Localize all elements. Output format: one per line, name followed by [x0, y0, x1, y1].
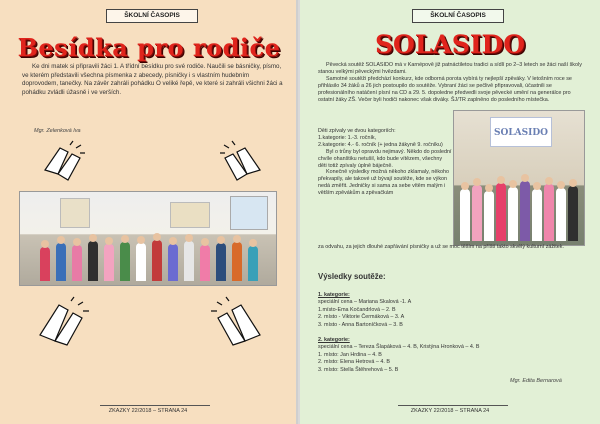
category-heading: 1. kategorie:	[318, 292, 350, 298]
result-line: 1. místo: Jan Hrdina – 4. B	[318, 351, 382, 358]
left-footer: ZKAZKY 22/2018 – STRANA 24	[108, 408, 188, 414]
left-intro	[22, 63, 284, 97]
category-1	[318, 292, 578, 329]
results-title: Výsledky soutěže:	[318, 272, 386, 281]
col-paragraph: Konečně výsledky možná někoho zklamaly, někoho překvapily, ale takové už bývají soutěže, kde se výkon nedá změřit. Jedničky si sama za sebe vítěm malým i větším zpěvákům a zpěvačkám	[318, 169, 450, 197]
right-title: SOLASIDO	[374, 30, 525, 59]
result-line: 1.místo-Ema Kočandrlová – 2. B	[318, 306, 396, 313]
category-2	[318, 337, 578, 374]
col-line: Děti zpívaly ve dvou kategoriích:	[318, 128, 396, 134]
clapping-hands-icon	[205, 295, 265, 347]
clapping-hands-icon	[215, 140, 265, 188]
right-page	[300, 0, 600, 424]
right-intro	[318, 62, 584, 103]
right-footer: ZKAZKY 22/2018 – STRANA 24	[410, 408, 490, 414]
right-footer-line	[398, 405, 508, 406]
result-line: speciální cena – Mariana Skalová -1. A	[318, 299, 412, 306]
left-footer-line	[100, 405, 210, 406]
clapping-hands-icon	[40, 140, 90, 188]
col-line: 2.kategorie: 4.- 6. ročník (+ jedna žákyně 9. ročníku)	[318, 141, 443, 148]
left-page	[0, 0, 298, 424]
result-line: 2. místo - Viktorie Čermáková – 3. A	[318, 314, 405, 321]
result-line: 3. místo: Stella Štěhrehová – 5. B	[318, 366, 399, 373]
right-header: ŠKOLNÍ ČASOPIS	[412, 9, 504, 23]
result-line: 3. místo - Anna Bartoníčková – 3. B	[318, 321, 403, 328]
left-title: Besídka pro rodiče	[17, 33, 281, 62]
left-header: ŠKOLNÍ ČASOPIS	[106, 9, 198, 23]
photo-banner: SOLASIDO	[490, 117, 552, 147]
clapping-hands-icon	[35, 295, 95, 347]
left-intro-text: Ke dni matek si připravili žáci 1. A třídní besídku pro své rodiče. Naučili se básničky, písmo, ve kterém představili všechna písmenka z abecedy, písničky i s vlastním hudebním doprovodem, tanečky. Na závěr zahráli pohádku O veliké řepě, ve které si zahráli všichni žáci a pohádku zvládli úžasně i ve verších.	[22, 63, 283, 96]
result-line: 2. místo: Elena Hetrová – 4. B	[318, 359, 390, 366]
result-line: speciální cena – Tereza Šlapáková – 4. B, Kristýna Hronková – 4. B	[318, 344, 480, 351]
right-column	[318, 128, 452, 197]
right-author: Mgr. Edita Bernarová	[510, 378, 562, 384]
col-paragraph: Byl o trůny byl opravdu nejimavý. Někdo do poslední chvíle ohanštiku netušil, kdo bude vítězem, všechny děti totiž zpívaly úplně báječně.	[318, 148, 452, 169]
left-author: Mgr. Zelenková Iva	[34, 128, 81, 134]
category-heading: 2. kategorie:	[318, 337, 350, 343]
class-photo	[19, 191, 277, 286]
right-intro-p2: Samotné soutěži předchází konkurz, kde odborná porota vybírá ty nejlepší zpěváky. V letošním roce se přihlásilo 34 žáků a 26 jich postoupilo do soutěže. Vybraní žáci se pečlivě připravovali, účastnili se profesionálního natáčení písní na CD a 29. 5. dopoledne předvedli svoje pěvecké umění na generálce pro ostatní žáky ZŠ. Večer byli hodiči nakonec však diváky. ŠJ/TR zaplněno do posledního místečka.	[318, 75, 572, 103]
right-closing: za odvahu, za jejich dlouhé zapřávání písničky a už se moc těším na příští takto skvělý kulturní zážitek.	[318, 244, 564, 250]
col-line: 1.kategorie: 1.-3. ročník,	[318, 134, 377, 141]
solasido-photo	[453, 110, 585, 246]
right-intro-p1: Pěvecká soutěž SOLASIDO má v Karnépově již patnáctiletou tradici a sídlí po 2–3 letech se žáci naší školy stanou velkými pěveckými hvězdami.	[318, 62, 582, 75]
